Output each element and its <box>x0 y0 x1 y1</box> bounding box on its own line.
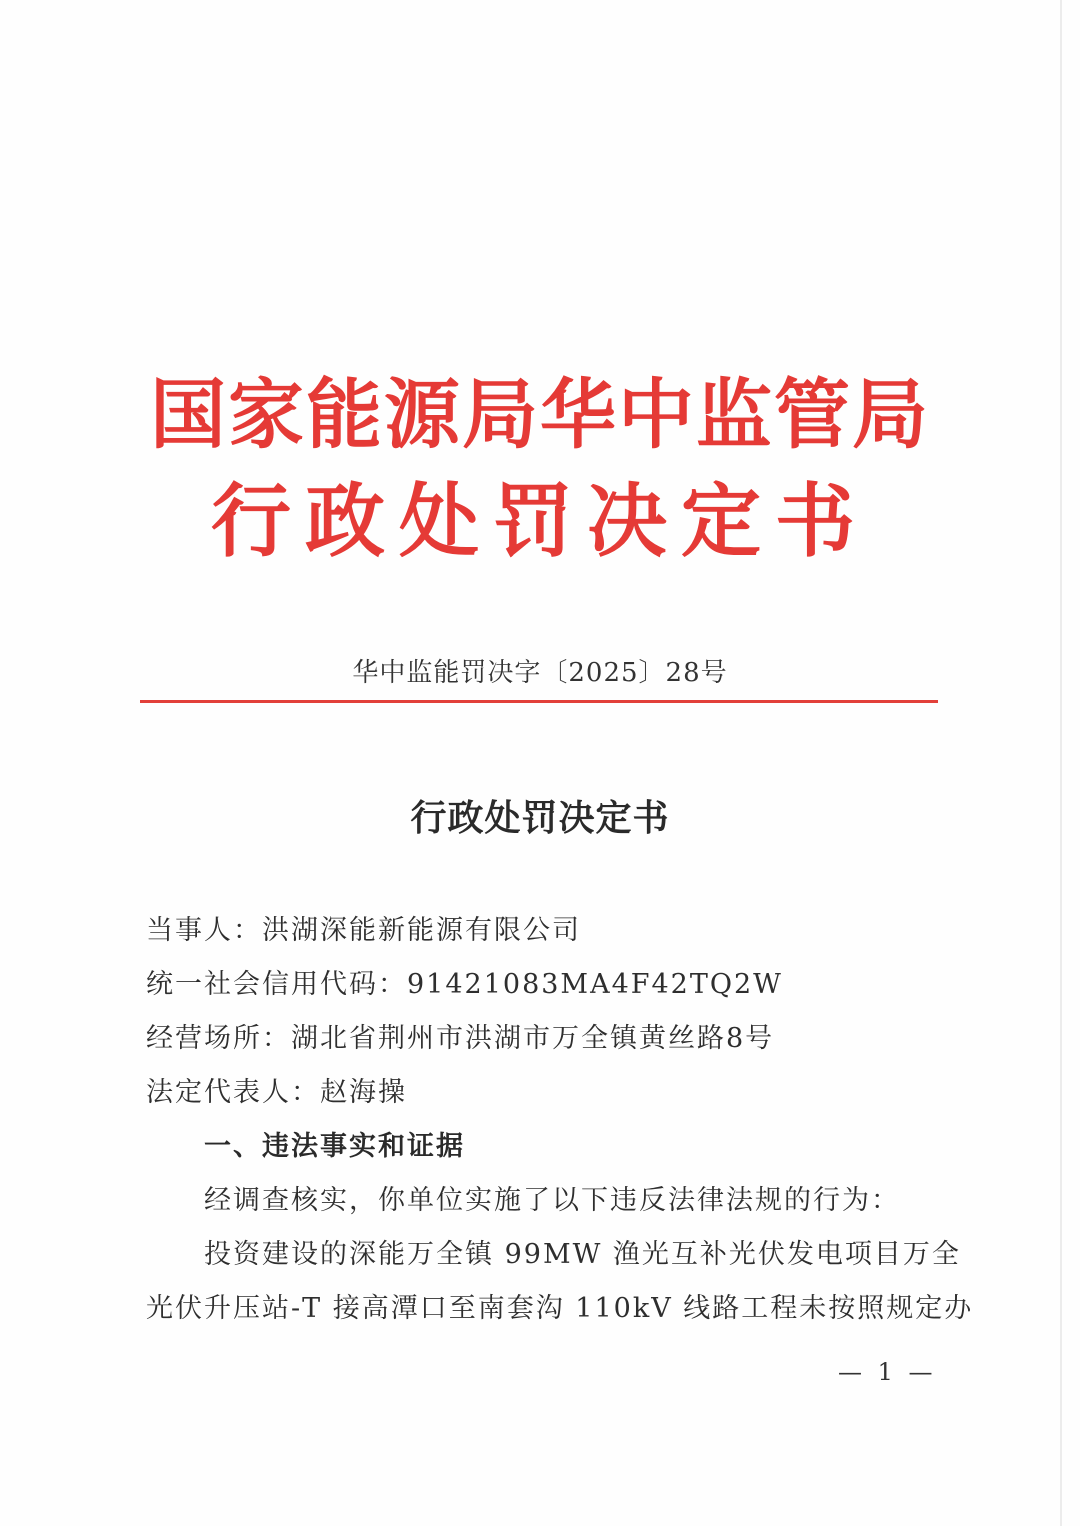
issuing-authority-header: 国家能源局华中监管局 <box>150 370 930 459</box>
party-line: 当事人：洪湖深能新能源有限公司 <box>146 915 581 946</box>
document-title: 行政处罚决定书 <box>410 797 670 839</box>
document-type-header: 行政处罚决定书 <box>211 475 869 568</box>
paragraph-project-line-1: 投资建设的深能万全镇 99MW 渔光互补光伏发电项目万全 <box>204 1239 961 1270</box>
document-number: 华中监能罚决字〔2025〕28号 <box>352 658 728 688</box>
paragraph-project-line-2: 光伏升压站-T 接高潭口至南套沟 110kV 线路工程未按照规定办 <box>146 1293 974 1324</box>
credit-code-line: 统一社会信用代码：91421083MA4F42TQ2W <box>146 969 783 1000</box>
address-line: 经营场所：湖北省荆州市洪湖市万全镇黄丝路8号 <box>146 1023 775 1054</box>
red-divider-rule <box>140 700 938 703</box>
section-heading-violations: 一、违法事实和证据 <box>204 1131 465 1162</box>
legal-representative-line: 法定代表人：赵海操 <box>146 1077 407 1108</box>
paragraph-findings: 经调查核实，你单位实施了以下违反法律法规的行为： <box>204 1185 900 1216</box>
page-number: — 1 — <box>838 1358 937 1386</box>
page-edge <box>1060 0 1062 1526</box>
